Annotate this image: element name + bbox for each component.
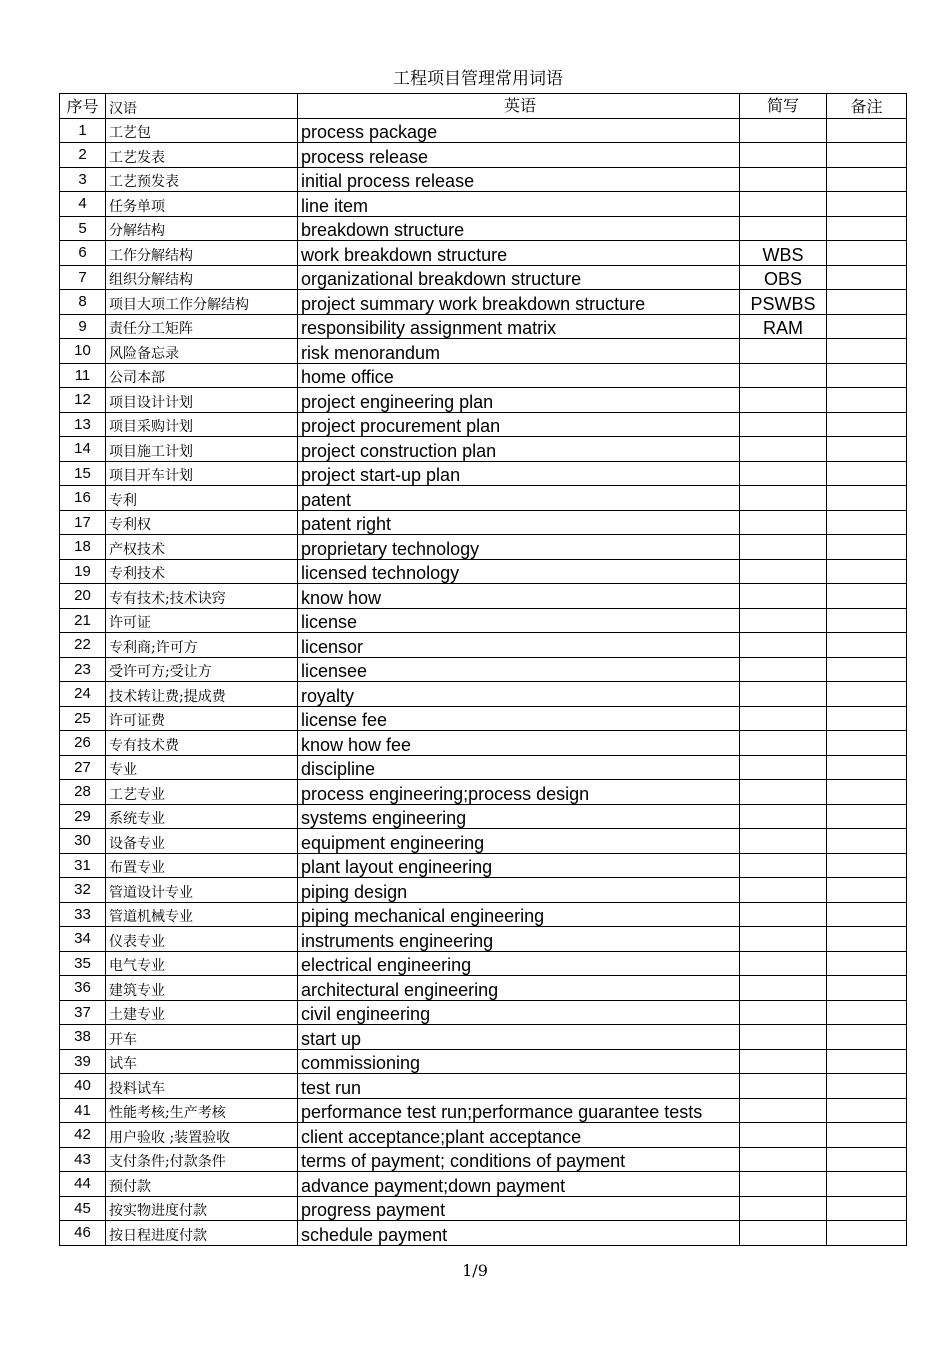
- note: [827, 1025, 907, 1050]
- chinese-term: 支付条件;付款条件: [106, 1147, 298, 1172]
- note: [827, 314, 907, 339]
- row-number: 39: [60, 1049, 106, 1074]
- table-row: [60, 927, 907, 952]
- note: [827, 657, 907, 682]
- table-row: [60, 951, 907, 976]
- abbreviation: [740, 118, 827, 143]
- abbreviation: [740, 388, 827, 413]
- english-term: home office: [298, 363, 740, 388]
- row-number: 9: [60, 314, 106, 339]
- chinese-term: 建筑专业: [106, 976, 298, 1001]
- table-row: [60, 1221, 907, 1246]
- row-number: 43: [60, 1147, 106, 1172]
- row-number: 26: [60, 731, 106, 756]
- english-term: performance test run;performance guarantee tests: [298, 1098, 740, 1123]
- table-row: [60, 1123, 907, 1148]
- chinese-term: 工艺发表: [106, 143, 298, 168]
- abbreviation: [740, 559, 827, 584]
- abbreviation: [740, 608, 827, 633]
- abbreviation: [740, 1172, 827, 1197]
- table-row: [60, 755, 907, 780]
- chinese-term: 分解结构: [106, 216, 298, 241]
- table-row: [60, 437, 907, 462]
- note: [827, 559, 907, 584]
- abbreviation: [740, 780, 827, 805]
- chinese-term: 投料试车: [106, 1074, 298, 1099]
- abbreviation: [740, 192, 827, 217]
- table-row: [60, 1172, 907, 1197]
- chinese-term: 工艺专业: [106, 780, 298, 805]
- abbreviation: [740, 535, 827, 560]
- chinese-term: 布置专业: [106, 853, 298, 878]
- row-number: 10: [60, 339, 106, 364]
- row-number: 24: [60, 682, 106, 707]
- note: [827, 1172, 907, 1197]
- table-row: [60, 780, 907, 805]
- abbreviation: [740, 143, 827, 168]
- chinese-term: 性能考核;生产考核: [106, 1098, 298, 1123]
- english-term: royalty: [298, 682, 740, 707]
- abbreviation: [740, 951, 827, 976]
- english-term: license fee: [298, 706, 740, 731]
- page-title: 工程项目管理常用词语: [393, 69, 563, 89]
- note: [827, 461, 907, 486]
- table-row: [60, 461, 907, 486]
- english-term: responsibility assignment matrix: [298, 314, 740, 339]
- table-row: [60, 216, 907, 241]
- abbreviation: [740, 1147, 827, 1172]
- row-number: 42: [60, 1123, 106, 1148]
- abbreviation: [740, 584, 827, 609]
- english-term: piping design: [298, 878, 740, 903]
- note: [827, 1221, 907, 1246]
- table-row: [60, 633, 907, 658]
- chinese-term: 工作分解结构: [106, 241, 298, 266]
- english-term: electrical engineering: [298, 951, 740, 976]
- note: [827, 339, 907, 364]
- abbreviation: [740, 1196, 827, 1221]
- row-number: 16: [60, 486, 106, 511]
- abbreviation: [740, 853, 827, 878]
- table-row: [60, 804, 907, 829]
- table-row: [60, 853, 907, 878]
- row-number: 29: [60, 804, 106, 829]
- table-row: [60, 902, 907, 927]
- note: [827, 804, 907, 829]
- english-term: proprietary technology: [298, 535, 740, 560]
- row-number: 30: [60, 829, 106, 854]
- english-term: piping mechanical engineering: [298, 902, 740, 927]
- chinese-term: 项目大项工作分解结构: [106, 290, 298, 315]
- english-term: project construction plan: [298, 437, 740, 462]
- table-row: [60, 1049, 907, 1074]
- abbreviation: [740, 902, 827, 927]
- table-row: [60, 314, 907, 339]
- note: [827, 535, 907, 560]
- row-number: 21: [60, 608, 106, 633]
- note: [827, 780, 907, 805]
- chinese-term: 任务单项: [106, 192, 298, 217]
- row-number: 4: [60, 192, 106, 217]
- english-term: know how fee: [298, 731, 740, 756]
- row-number: 1: [60, 118, 106, 143]
- table-row: [60, 608, 907, 633]
- row-number: 2: [60, 143, 106, 168]
- abbreviation: [740, 1025, 827, 1050]
- english-term: license: [298, 608, 740, 633]
- row-number: 37: [60, 1000, 106, 1025]
- chinese-term: 专利商;许可方: [106, 633, 298, 658]
- table-row: [60, 167, 907, 192]
- chinese-term: 工艺包: [106, 118, 298, 143]
- chinese-term: 工艺预发表: [106, 167, 298, 192]
- english-term: project summary work breakdown structure: [298, 290, 740, 315]
- note: [827, 241, 907, 266]
- chinese-term: 产权技术: [106, 535, 298, 560]
- row-number: 13: [60, 412, 106, 437]
- row-number: 31: [60, 853, 106, 878]
- row-number: 7: [60, 265, 106, 290]
- chinese-term: 许可证费: [106, 706, 298, 731]
- note: [827, 1196, 907, 1221]
- table-row: [60, 1074, 907, 1099]
- row-number: 25: [60, 706, 106, 731]
- note: [827, 951, 907, 976]
- row-number: 8: [60, 290, 106, 315]
- abbreviation: [740, 1000, 827, 1025]
- table-body: [60, 118, 907, 1245]
- row-number: 28: [60, 780, 106, 805]
- table-header-row: [60, 94, 907, 119]
- abbreviation: [740, 1098, 827, 1123]
- table-row: [60, 878, 907, 903]
- abbreviation: [740, 1049, 827, 1074]
- abbreviation: [740, 706, 827, 731]
- abbreviation: [740, 829, 827, 854]
- note: [827, 143, 907, 168]
- row-number: 34: [60, 927, 106, 952]
- chinese-term: 责任分工矩阵: [106, 314, 298, 339]
- abbreviation: [740, 976, 827, 1001]
- english-term: process engineering;process design: [298, 780, 740, 805]
- row-number: 27: [60, 755, 106, 780]
- note: [827, 608, 907, 633]
- note: [827, 927, 907, 952]
- english-term: terms of payment; conditions of payment: [298, 1147, 740, 1172]
- chinese-term: 管道机械专业: [106, 902, 298, 927]
- note: [827, 731, 907, 756]
- table-row: [60, 265, 907, 290]
- abbreviation: [740, 633, 827, 658]
- note: [827, 216, 907, 241]
- abbreviation: [740, 510, 827, 535]
- english-term: organizational breakdown structure: [298, 265, 740, 290]
- english-term: patent: [298, 486, 740, 511]
- english-term: project engineering plan: [298, 388, 740, 413]
- note: [827, 412, 907, 437]
- table-row: [60, 339, 907, 364]
- english-term: initial process release: [298, 167, 740, 192]
- english-term: plant layout engineering: [298, 853, 740, 878]
- table-row: [60, 143, 907, 168]
- table-row: [60, 1098, 907, 1123]
- table-row: [60, 412, 907, 437]
- table-row: [60, 559, 907, 584]
- english-term: licensee: [298, 657, 740, 682]
- chinese-term: 技术转让费;提成费: [106, 682, 298, 707]
- row-number: 23: [60, 657, 106, 682]
- header-english: 英语: [298, 94, 740, 119]
- row-number: 17: [60, 510, 106, 535]
- abbreviation: RAM: [740, 314, 827, 339]
- chinese-term: 按实物进度付款: [106, 1196, 298, 1221]
- english-term: discipline: [298, 755, 740, 780]
- row-number: 6: [60, 241, 106, 266]
- note: [827, 118, 907, 143]
- chinese-term: 受许可方;受让方: [106, 657, 298, 682]
- note: [827, 1098, 907, 1123]
- note: [827, 878, 907, 903]
- row-number: 20: [60, 584, 106, 609]
- abbreviation: [740, 878, 827, 903]
- chinese-term: 组织分解结构: [106, 265, 298, 290]
- chinese-term: 开车: [106, 1025, 298, 1050]
- note: [827, 388, 907, 413]
- chinese-term: 设备专业: [106, 829, 298, 854]
- chinese-term: 土建专业: [106, 1000, 298, 1025]
- abbreviation: [740, 339, 827, 364]
- note: [827, 192, 907, 217]
- chinese-term: 项目开车计划: [106, 461, 298, 486]
- table-row: [60, 535, 907, 560]
- table-row: [60, 706, 907, 731]
- chinese-term: 用户验收 ;装置验收: [106, 1123, 298, 1148]
- abbreviation: [740, 927, 827, 952]
- table-row: [60, 682, 907, 707]
- chinese-term: 预付款: [106, 1172, 298, 1197]
- table-row: [60, 829, 907, 854]
- table-row: [60, 731, 907, 756]
- table-row: [60, 1196, 907, 1221]
- english-term: work breakdown structure: [298, 241, 740, 266]
- chinese-term: 管道设计专业: [106, 878, 298, 903]
- abbreviation: [740, 486, 827, 511]
- row-number: 33: [60, 902, 106, 927]
- note: [827, 290, 907, 315]
- note: [827, 510, 907, 535]
- row-number: 32: [60, 878, 106, 903]
- note: [827, 829, 907, 854]
- english-term: start up: [298, 1025, 740, 1050]
- abbreviation: [740, 412, 827, 437]
- english-term: advance payment;down payment: [298, 1172, 740, 1197]
- table-row: [60, 976, 907, 1001]
- note: [827, 1049, 907, 1074]
- abbreviation: [740, 437, 827, 462]
- abbreviation: [740, 461, 827, 486]
- note: [827, 363, 907, 388]
- english-term: licensed technology: [298, 559, 740, 584]
- english-term: licensor: [298, 633, 740, 658]
- note: [827, 265, 907, 290]
- note: [827, 1147, 907, 1172]
- abbreviation: [740, 167, 827, 192]
- abbreviation: PSWBS: [740, 290, 827, 315]
- abbreviation: [740, 363, 827, 388]
- row-number: 45: [60, 1196, 106, 1221]
- table-row: [60, 241, 907, 266]
- row-number: 36: [60, 976, 106, 1001]
- row-number: 35: [60, 951, 106, 976]
- chinese-term: 专有技术费: [106, 731, 298, 756]
- header-chinese: 汉语: [106, 94, 298, 119]
- row-number: 22: [60, 633, 106, 658]
- note: [827, 1123, 907, 1148]
- note: [827, 584, 907, 609]
- abbreviation: [740, 216, 827, 241]
- english-term: systems engineering: [298, 804, 740, 829]
- abbreviation: OBS: [740, 265, 827, 290]
- row-number: 19: [60, 559, 106, 584]
- row-number: 11: [60, 363, 106, 388]
- note: [827, 486, 907, 511]
- english-term: commissioning: [298, 1049, 740, 1074]
- chinese-term: 系统专业: [106, 804, 298, 829]
- abbreviation: [740, 804, 827, 829]
- row-number: 18: [60, 535, 106, 560]
- glossary-table: [59, 93, 907, 1246]
- chinese-term: 专利: [106, 486, 298, 511]
- table-row: [60, 657, 907, 682]
- abbreviation: [740, 1074, 827, 1099]
- note: [827, 902, 907, 927]
- note: [827, 633, 907, 658]
- row-number: 44: [60, 1172, 106, 1197]
- note: [827, 437, 907, 462]
- note: [827, 682, 907, 707]
- english-term: line item: [298, 192, 740, 217]
- english-term: progress payment: [298, 1196, 740, 1221]
- english-term: instruments engineering: [298, 927, 740, 952]
- note: [827, 167, 907, 192]
- chinese-term: 项目采购计划: [106, 412, 298, 437]
- row-number: 46: [60, 1221, 106, 1246]
- english-term: process release: [298, 143, 740, 168]
- table-row: [60, 486, 907, 511]
- header-note: 备注: [827, 94, 907, 119]
- chinese-term: 专业: [106, 755, 298, 780]
- abbreviation: [740, 731, 827, 756]
- row-number: 12: [60, 388, 106, 413]
- table-row: [60, 388, 907, 413]
- chinese-term: 试车: [106, 1049, 298, 1074]
- abbreviation: [740, 682, 827, 707]
- table-row: [60, 1147, 907, 1172]
- english-term: schedule payment: [298, 1221, 740, 1246]
- chinese-term: 项目设计计划: [106, 388, 298, 413]
- chinese-term: 公司本部: [106, 363, 298, 388]
- note: [827, 706, 907, 731]
- row-number: 5: [60, 216, 106, 241]
- chinese-term: 仪表专业: [106, 927, 298, 952]
- table-row: [60, 510, 907, 535]
- abbreviation: [740, 657, 827, 682]
- english-term: patent right: [298, 510, 740, 535]
- row-number: 3: [60, 167, 106, 192]
- abbreviation: WBS: [740, 241, 827, 266]
- english-term: equipment engineering: [298, 829, 740, 854]
- chinese-term: 专有技术;技术诀窍: [106, 584, 298, 609]
- row-number: 41: [60, 1098, 106, 1123]
- header-num: 序号: [60, 94, 106, 119]
- note: [827, 853, 907, 878]
- abbreviation: [740, 755, 827, 780]
- chinese-term: 电气专业: [106, 951, 298, 976]
- abbreviation: [740, 1221, 827, 1246]
- chinese-term: 专利技术: [106, 559, 298, 584]
- english-term: process package: [298, 118, 740, 143]
- table-row: [60, 118, 907, 143]
- chinese-term: 专利权: [106, 510, 298, 535]
- row-number: 14: [60, 437, 106, 462]
- table-row: [60, 1025, 907, 1050]
- table-row: [60, 192, 907, 217]
- english-term: know how: [298, 584, 740, 609]
- english-term: client acceptance;plant acceptance: [298, 1123, 740, 1148]
- table-row: [60, 1000, 907, 1025]
- table-row: [60, 584, 907, 609]
- chinese-term: 项目施工计划: [106, 437, 298, 462]
- table-row: [60, 290, 907, 315]
- table-row: [60, 363, 907, 388]
- note: [827, 1074, 907, 1099]
- note: [827, 755, 907, 780]
- note: [827, 976, 907, 1001]
- english-term: risk menorandum: [298, 339, 740, 364]
- note: [827, 1000, 907, 1025]
- english-term: breakdown structure: [298, 216, 740, 241]
- header-abbreviation: 简写: [740, 94, 827, 119]
- row-number: 38: [60, 1025, 106, 1050]
- chinese-term: 风险备忘录: [106, 339, 298, 364]
- chinese-term: 许可证: [106, 608, 298, 633]
- chinese-term: 按日程进度付款: [106, 1221, 298, 1246]
- english-term: project procurement plan: [298, 412, 740, 437]
- row-number: 15: [60, 461, 106, 486]
- english-term: test run: [298, 1074, 740, 1099]
- page-number: 1/9: [462, 1261, 488, 1280]
- english-term: architectural engineering: [298, 976, 740, 1001]
- english-term: project start-up plan: [298, 461, 740, 486]
- abbreviation: [740, 1123, 827, 1148]
- english-term: civil engineering: [298, 1000, 740, 1025]
- row-number: 40: [60, 1074, 106, 1099]
